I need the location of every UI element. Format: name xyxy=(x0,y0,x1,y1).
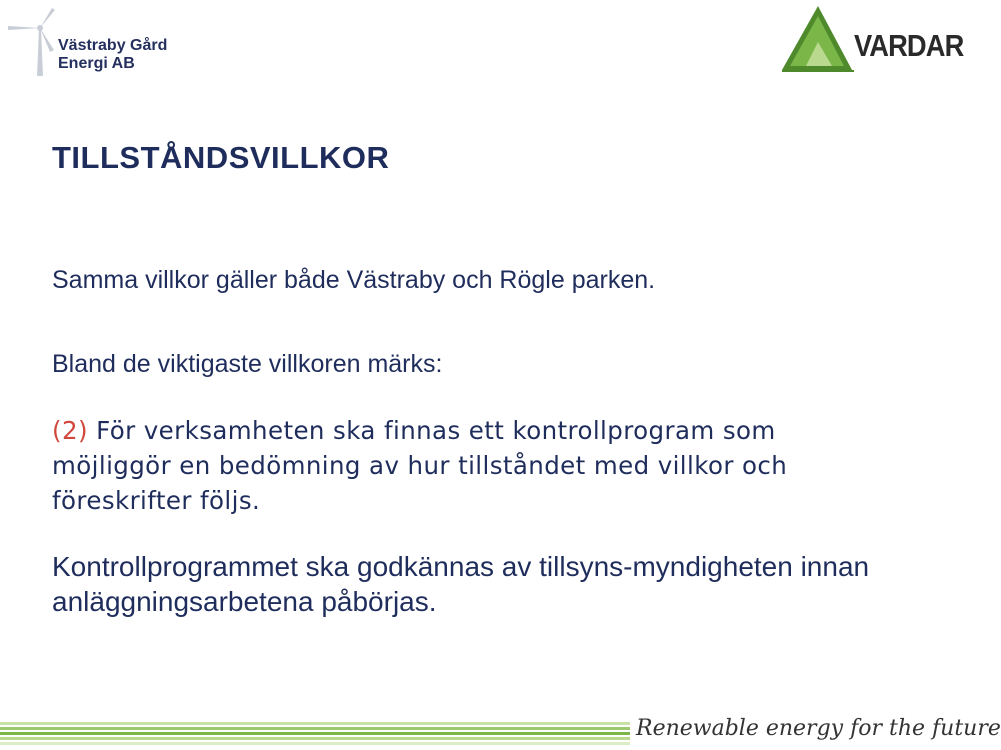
paragraph-key-conditions: Bland de viktigaste villkoren märks: xyxy=(52,350,443,378)
footer-tagline: Renewable energy for the future xyxy=(636,716,1001,741)
vastraby-logo xyxy=(6,6,186,78)
paragraph-approval: Kontrollprogrammet ska godkännas av tillsyns-myndigheten innan anläggningsarbetena påbörjas. xyxy=(52,551,870,617)
vardar-brand-text: VARDAR xyxy=(854,28,964,63)
green-triangle-logo-icon xyxy=(778,2,856,74)
company-name-line1: Västraby Gård xyxy=(58,37,168,54)
condition-number: (2) xyxy=(52,416,88,445)
page-title: TILLSTÅNDSVILLKOR xyxy=(52,140,390,175)
paragraph-control-program xyxy=(52,413,872,518)
paragraph-both-parks: Samma villkor gäller både Västraby och Rögle parken. xyxy=(52,266,656,294)
wind-turbine-icon xyxy=(6,6,66,78)
condition-text: För verksamheten ska finnas ett kontrollprogram som möjliggör en bedömning av hur tillståndet med villkor och föreskrifter följs. xyxy=(52,416,788,515)
company-name-line2: Energi AB xyxy=(58,55,135,72)
vardar-logo xyxy=(778,2,964,74)
